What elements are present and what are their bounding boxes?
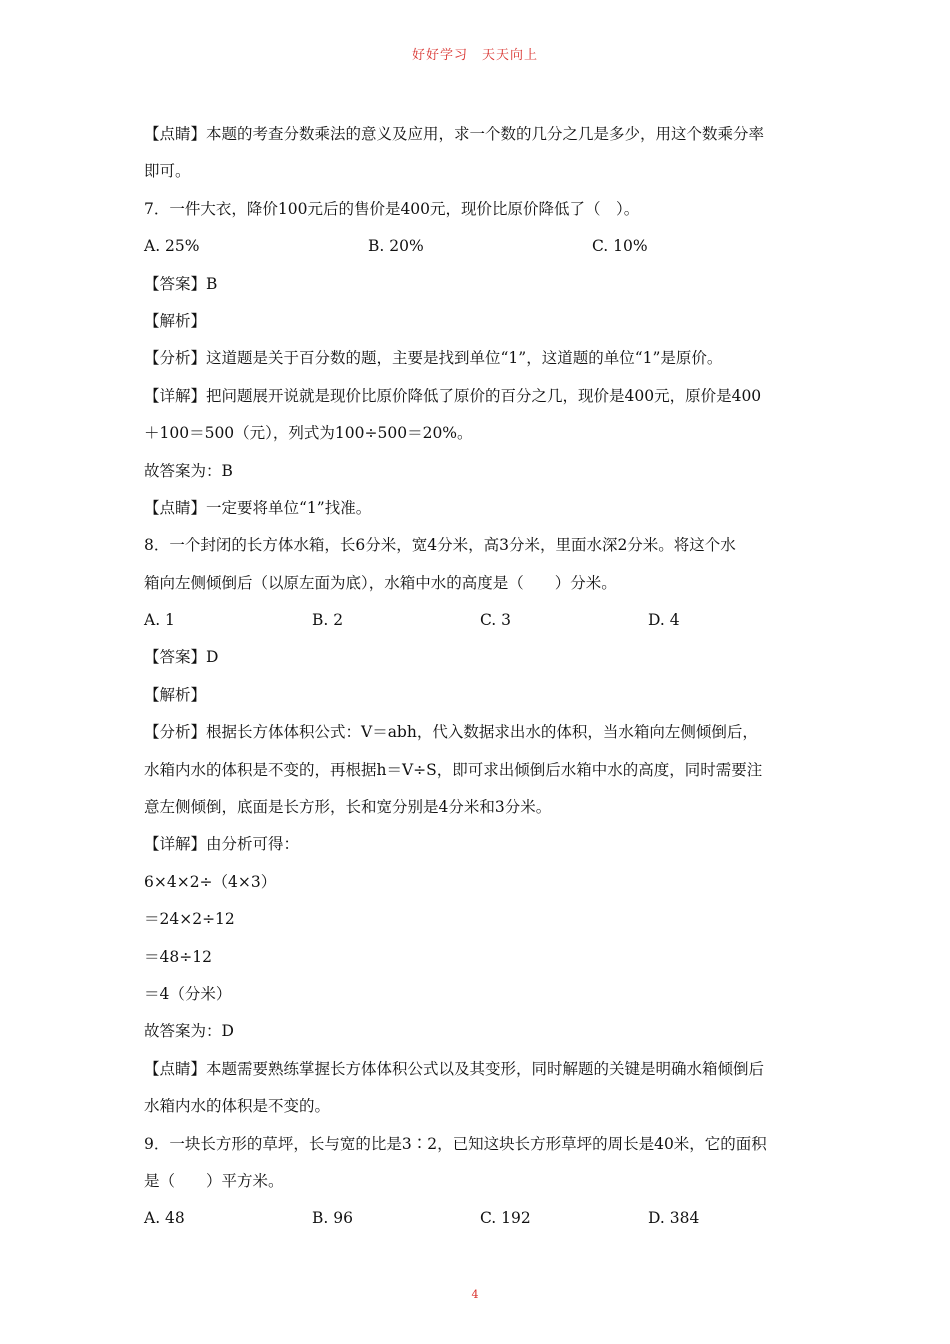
q8-comment-line-2: 水箱内水的体积是不变的。 [144,1097,331,1116]
q7-options [144,228,816,265]
q7-detail-line-1: 【详解】把问题展开说就是现价比原价降低了原价的百分之几，现价是400元，原价是400 [144,386,762,405]
q9-question-line-1: 9．一块长方形的草坪，长与宽的比是3∶2，已知这块长方形草坪的周长是40米，它的面积 [144,1134,767,1153]
q9-option-d: D. 384 [648,1209,700,1228]
q9-option-a: A. 48 [144,1209,185,1228]
q7-option-c: C. 10% [592,237,648,256]
q8-analysis-line-1: 【分析】根据长方体体积公式：V＝abh，代入数据求出水的体积，当水箱向左侧倾倒后， [144,723,758,742]
q7-analysis: 【分析】这道题是关于百分数的题，主要是找到单位“1”，这道题的单位“1”是原价。 [144,349,723,368]
q8-question-line-2: 箱向左侧倾倒后（以原左面为底），水箱中水的高度是（ ）分米。 [144,573,617,592]
q8-conclusion: 故答案为：D [144,1022,234,1041]
q8-option-c: C. 3 [480,611,512,630]
q8-analysis-line-3: 意左侧倾倒，底面是长方形，长和宽分别是4分米和3分米。 [144,798,552,817]
q7-conclusion: 故答案为：B [144,461,233,480]
q8-option-a: A. 1 [144,611,175,630]
q8-question-line-1: 8．一个封闭的长方体水箱，长6分米，宽4分米，高3分米，里面水深2分米。将这个水 [144,536,736,555]
q8-option-d: D. 4 [648,611,680,630]
document-body [144,116,816,1238]
q8-detail-heading: 【详解】由分析可得： [144,835,300,854]
q8-calc-step-3: ＝48÷12 [144,947,212,966]
page-header: 好好学习 天天向上 [411,48,538,63]
q8-answer: 【答案】D [144,648,219,667]
q6-comment-line-1: 【点睛】本题的考查分数乘法的意义及应用，求一个数的几分之几是多少，用这个数乘分率 [144,125,765,143]
q7-option-b: B. 20% [368,237,424,256]
q8-calc-step-2: ＝24×2÷12 [144,910,235,929]
q8-comment-line-1: 【点睛】本题需要熟练掌握长方体体积公式以及其变形，同时解题的关键是明确水箱倾倒后 [144,1059,765,1078]
q9-option-c: C. 192 [480,1209,531,1228]
q9-question-line-2: 是（ ）平方米。 [144,1171,284,1190]
q7-option-a: A. 25% [144,237,200,256]
q7-question: 7．一件大衣，降价100元后的售价是400元，现价比原价降低了（ ）。 [144,199,640,218]
q8-analysis-line-2: 水箱内水的体积是不变的，再根据h＝V÷S，即可求出倾倒后水箱中水的高度，同时需要注 [144,760,763,779]
q7-detail-line-2: ＋100＝500（元），列式为100÷500＝20%。 [144,424,473,443]
q8-calc-step-4: ＝4（分米） [144,984,232,1003]
q7-answer: 【答案】B [144,274,218,293]
page-number: 4 [471,1288,479,1301]
q8-option-b: B. 2 [312,611,344,630]
q6-comment-line-2: 即可。 [144,162,191,181]
q9-options [144,1200,816,1237]
q8-options [144,602,816,639]
q7-comment: 【点睛】一定要将单位“1”找准。 [144,498,372,517]
q9-option-b: B. 96 [312,1209,353,1228]
q8-explanation-heading: 【解析】 [144,685,207,704]
q7-explanation-heading: 【解析】 [144,311,207,330]
q8-calc-step-1: 6×4×2÷（4×3） [144,872,277,891]
